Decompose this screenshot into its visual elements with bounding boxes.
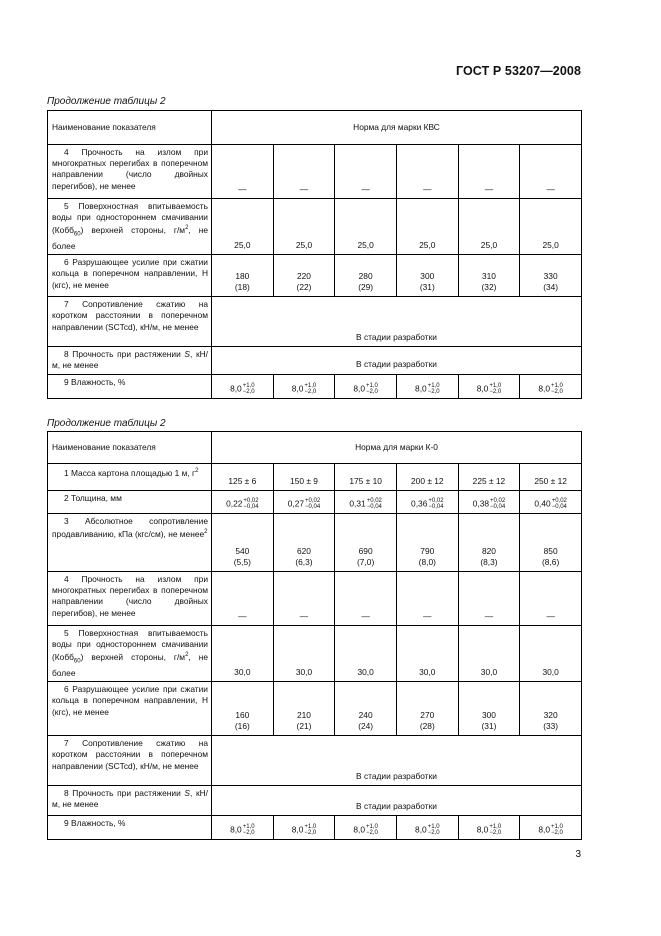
indicator-name-part: ) верхней стороны, г/м bbox=[80, 225, 186, 236]
indicator-name-part: , кН/м, не менее bbox=[52, 349, 208, 371]
tolerance-base: 8,0 bbox=[291, 383, 304, 394]
tolerance-base: 8,0 bbox=[353, 383, 366, 394]
value-cell bbox=[396, 255, 458, 297]
indicator-name-part: 5 Поверхностная впитываемость воды при одностороннем смачивании (Кобб bbox=[52, 201, 208, 236]
value-main: — bbox=[423, 610, 432, 621]
tolerance-base: 8,0 bbox=[476, 824, 489, 835]
table2 bbox=[47, 431, 582, 840]
value-cell bbox=[396, 199, 458, 255]
value-cell bbox=[396, 626, 458, 682]
indicator-name-part: S bbox=[184, 349, 190, 360]
value-cell bbox=[212, 199, 274, 255]
value-main: 820 bbox=[481, 545, 496, 556]
value-kgf: (22) bbox=[296, 282, 312, 293]
value-main: — bbox=[546, 183, 555, 194]
value-main: — bbox=[423, 183, 432, 194]
tolerance-limits bbox=[366, 824, 378, 836]
value-cell bbox=[396, 464, 458, 491]
merged-norm-cell: В стадии разработки bbox=[212, 297, 582, 347]
value-kgf: (31) bbox=[481, 721, 497, 732]
value-cell bbox=[212, 255, 274, 297]
value-kgf: (29) bbox=[358, 282, 374, 293]
value-main: 160 bbox=[235, 709, 250, 720]
tolerance-plus: +1,0 bbox=[242, 382, 255, 389]
value-main: 280 bbox=[358, 270, 373, 281]
value-cell bbox=[335, 491, 397, 514]
tolerance-limits bbox=[489, 383, 501, 395]
value-cell bbox=[396, 572, 458, 626]
tolerance-minus: −0,04 bbox=[243, 504, 259, 510]
value-cell bbox=[458, 199, 520, 255]
tolerance-minus: −0,04 bbox=[428, 504, 444, 510]
value-cell bbox=[212, 374, 274, 398]
tolerance-plus: +1,0 bbox=[551, 382, 563, 389]
table-row bbox=[48, 682, 582, 736]
value-cell bbox=[212, 682, 274, 736]
value-cell bbox=[520, 491, 582, 514]
value-cell bbox=[520, 816, 582, 840]
tolerance-minus: −2,0 bbox=[489, 388, 502, 395]
value-main: 30,0 bbox=[419, 667, 436, 678]
value-cell bbox=[458, 374, 520, 398]
table-row bbox=[48, 297, 582, 347]
value-cell bbox=[520, 255, 582, 297]
tolerance-plus: +1,0 bbox=[551, 824, 563, 831]
indicator-name bbox=[48, 347, 212, 374]
value-main: 850 bbox=[543, 545, 558, 556]
table-row bbox=[48, 626, 582, 682]
value-main: 270 bbox=[420, 709, 435, 720]
value-cell bbox=[396, 491, 458, 514]
tolerance-limits bbox=[367, 498, 382, 510]
tolerance-plus: +1,0 bbox=[489, 382, 502, 389]
tolerance-base: 0,31 bbox=[349, 498, 366, 509]
value-main: — bbox=[361, 183, 370, 194]
tolerance-base: 8,0 bbox=[291, 824, 304, 835]
tolerance-limits bbox=[366, 383, 378, 395]
value-cell bbox=[458, 514, 520, 572]
tolerance-limits bbox=[551, 383, 563, 395]
indicator-name: 6 Разрушающее усилие при сжатии кольца в поперечном направлении, Н (кгс), не менее bbox=[48, 255, 212, 297]
tolerance-limits bbox=[551, 824, 563, 836]
value-cell bbox=[335, 816, 397, 840]
value-main: 30,0 bbox=[357, 667, 374, 678]
tolerance-plus: +1,0 bbox=[304, 382, 317, 389]
indicator-name: 7 Сопротивление сжатию на коротком расстоянии в поперечном направлении (SCTcd), кН/м, не менее bbox=[48, 297, 212, 347]
indicator-name-part: , г bbox=[187, 467, 196, 478]
table-row bbox=[48, 491, 582, 514]
tolerance-minus: −2,0 bbox=[304, 388, 317, 395]
indicator-name-part: 5 Поверхностная впитываемость воды при одностороннем смачивании (Кобб bbox=[52, 628, 208, 663]
value-cell bbox=[396, 682, 458, 736]
value-cell bbox=[458, 464, 520, 491]
indicator-name-part: 3 Абсолютное сопротивление продавливанию, кПа (кгс/см bbox=[52, 516, 208, 539]
tolerance-plus: +0,02 bbox=[305, 498, 321, 504]
tolerance-minus: −2,0 bbox=[427, 388, 440, 395]
value-main: 250 ± 12 bbox=[534, 475, 567, 486]
value-kgf: (32) bbox=[481, 282, 497, 293]
tolerance-limits bbox=[428, 383, 440, 395]
tolerance-limits bbox=[490, 498, 505, 510]
value-main: 30,0 bbox=[542, 667, 559, 678]
document-id: ГОСТ Р 53207—2008 bbox=[455, 64, 581, 78]
indicator-name-part: ) верхней стороны, г/м bbox=[80, 652, 186, 663]
indicator-name-part: , кН/м, не менее bbox=[52, 788, 208, 810]
value-main: 25,0 bbox=[357, 240, 374, 251]
value-main: 300 bbox=[481, 709, 496, 720]
table-row bbox=[48, 145, 582, 199]
value-main: 25,0 bbox=[234, 240, 251, 251]
value-cell bbox=[520, 464, 582, 491]
value-main: — bbox=[299, 183, 309, 194]
value-kgf: (33) bbox=[543, 721, 559, 732]
value-main: — bbox=[361, 610, 370, 621]
value-cell bbox=[520, 145, 582, 199]
table-row bbox=[48, 464, 582, 491]
value-cell bbox=[396, 145, 458, 199]
value-cell bbox=[212, 572, 274, 626]
tolerance-plus: +0,02 bbox=[243, 498, 259, 504]
value-main: 620 bbox=[296, 545, 311, 556]
value-main: — bbox=[238, 610, 247, 621]
value-cell bbox=[520, 514, 582, 572]
value-cell bbox=[335, 374, 397, 398]
indicator-name-part: ), не менее bbox=[160, 529, 205, 539]
tolerance-limits bbox=[243, 383, 255, 395]
value-cell bbox=[396, 374, 458, 398]
value-main: — bbox=[238, 183, 247, 194]
value-cell bbox=[273, 255, 335, 297]
tolerance-plus: +0,02 bbox=[428, 498, 444, 504]
value-main: 690 bbox=[358, 545, 373, 556]
merged-norm-cell: В стадии разработки bbox=[212, 347, 582, 374]
table-row bbox=[48, 816, 582, 840]
tolerance-minus: −2,0 bbox=[366, 388, 378, 395]
indicator-name-part: 60 bbox=[73, 658, 81, 665]
tolerance-minus: −2,0 bbox=[427, 830, 440, 837]
value-kgf: (6,3) bbox=[295, 556, 313, 567]
value-main: 125 ± 6 bbox=[228, 475, 257, 486]
tolerance-minus: −2,0 bbox=[242, 830, 255, 837]
indicator-name-part: S bbox=[184, 788, 190, 799]
value-main: 25,0 bbox=[295, 240, 313, 251]
value-main: 200 ± 12 bbox=[411, 475, 444, 486]
indicator-name: 7 Сопротивление сжатию на коротком расстоянии в поперечном направлении (SCTcd), кН/м, не менее bbox=[48, 736, 212, 786]
tolerance-base: 0,38 bbox=[472, 498, 490, 509]
tolerance-limits bbox=[552, 498, 567, 510]
tolerance-base: 8,0 bbox=[230, 383, 242, 394]
value-cell bbox=[520, 374, 582, 398]
value-main: — bbox=[484, 183, 494, 194]
tolerance-minus: −2,0 bbox=[551, 830, 563, 837]
tolerance-minus: −0,04 bbox=[551, 504, 567, 510]
value-main: 310 bbox=[481, 270, 496, 281]
value-cell bbox=[273, 514, 335, 572]
page-number: 3 bbox=[575, 849, 581, 860]
value-cell bbox=[520, 572, 582, 626]
value-cell bbox=[520, 199, 582, 255]
tolerance-plus: +1,0 bbox=[366, 382, 378, 389]
tolerance-plus: +0,02 bbox=[490, 498, 506, 504]
value-cell bbox=[273, 199, 335, 255]
value-cell bbox=[273, 572, 335, 626]
indicator-name: 4 Прочность на излом при многократных перегибах в поперечном направлении (число двойных перегибов), не менее bbox=[48, 145, 212, 199]
value-cell bbox=[335, 626, 397, 682]
value-main: — bbox=[546, 610, 555, 621]
value-main: 220 bbox=[296, 270, 311, 281]
value-cell bbox=[212, 626, 274, 682]
indicator-name-part: 2 bbox=[185, 652, 189, 659]
value-cell bbox=[458, 626, 520, 682]
tolerance-base: 8,0 bbox=[415, 383, 427, 394]
indicator-name-part: 2 bbox=[195, 468, 199, 474]
value-cell bbox=[273, 145, 335, 199]
tolerance-limits bbox=[243, 498, 258, 510]
tolerance-limits bbox=[428, 498, 443, 510]
indicator-name bbox=[48, 626, 212, 682]
indicator-name: 9 Влажность, % bbox=[48, 816, 212, 840]
value-main: 150 ± 9 bbox=[290, 475, 318, 486]
value-main: 30,0 bbox=[234, 667, 251, 678]
tolerance-minus: −2,0 bbox=[366, 830, 378, 837]
value-main: 300 bbox=[420, 270, 435, 281]
table1-head-name: Наименование показателя bbox=[48, 111, 212, 145]
indicator-name-part: 1 Масса картона площадью 1 м bbox=[64, 467, 188, 478]
value-cell bbox=[335, 682, 397, 736]
tolerance-minus: −2,0 bbox=[304, 830, 317, 837]
tolerance-base: 0,22 bbox=[226, 498, 243, 509]
value-kgf: (5,5) bbox=[233, 556, 251, 567]
tolerance-limits bbox=[489, 824, 501, 836]
indicator-name: 2 Толщина, мм bbox=[48, 491, 212, 514]
value-cell bbox=[458, 816, 520, 840]
indicator-name-part: 8 Прочность при растяжении bbox=[64, 349, 185, 360]
tolerance-plus: +0,02 bbox=[551, 498, 567, 504]
value-cell bbox=[212, 145, 274, 199]
tolerance-minus: −2,0 bbox=[242, 388, 255, 395]
value-cell bbox=[335, 199, 397, 255]
table2-caption: Продолжение таблицы 2 bbox=[47, 418, 166, 429]
value-cell bbox=[212, 491, 274, 514]
tolerance-limits bbox=[305, 498, 320, 510]
value-cell bbox=[396, 816, 458, 840]
value-cell bbox=[335, 572, 397, 626]
value-cell bbox=[212, 514, 274, 572]
tolerance-limits bbox=[428, 824, 440, 836]
value-main: 540 bbox=[235, 545, 250, 556]
value-cell bbox=[273, 626, 335, 682]
value-cell bbox=[458, 491, 520, 514]
value-cell bbox=[273, 374, 335, 398]
indicator-name-part: 60 bbox=[73, 231, 81, 238]
value-cell bbox=[273, 464, 335, 491]
value-main: 25,0 bbox=[542, 240, 559, 251]
table1 bbox=[47, 110, 582, 399]
tolerance-minus: −0,04 bbox=[490, 504, 506, 510]
value-main: 225 ± 12 bbox=[472, 475, 506, 486]
value-kgf: (28) bbox=[419, 721, 435, 732]
tolerance-limits bbox=[304, 383, 316, 395]
indicator-name-part: 2 bbox=[204, 529, 208, 536]
value-main: — bbox=[299, 610, 309, 621]
tolerance-base: 8,0 bbox=[230, 824, 242, 835]
table-row bbox=[48, 736, 582, 786]
indicator-name-part: 8 Прочность при растяжении bbox=[64, 788, 185, 799]
tolerance-minus: −0,04 bbox=[366, 504, 382, 510]
value-kgf: (24) bbox=[358, 721, 374, 732]
indicator-name bbox=[48, 464, 212, 491]
value-kgf: (8,3) bbox=[480, 556, 498, 567]
tolerance-base: 8,0 bbox=[476, 383, 489, 394]
value-main: 30,0 bbox=[295, 667, 313, 678]
value-cell bbox=[212, 464, 274, 491]
value-cell bbox=[273, 491, 335, 514]
value-cell bbox=[335, 464, 397, 491]
table2-head-norm: Норма для марки К-0 bbox=[212, 432, 582, 464]
indicator-name-part: , не более bbox=[52, 225, 208, 252]
value-main: 320 bbox=[543, 709, 558, 720]
value-kgf: (7,0) bbox=[357, 556, 375, 567]
table-row bbox=[48, 347, 582, 374]
tolerance-plus: +1,0 bbox=[304, 824, 317, 831]
tolerance-base: 0,27 bbox=[287, 498, 305, 509]
tolerance-base: 0,36 bbox=[411, 498, 428, 509]
tolerance-plus: +1,0 bbox=[242, 824, 255, 831]
value-cell bbox=[520, 682, 582, 736]
indicator-name bbox=[48, 199, 212, 255]
value-cell bbox=[335, 145, 397, 199]
table1-caption: Продолжение таблицы 2 bbox=[47, 96, 166, 107]
indicator-name: 4 Прочность на излом при многократных перегибах в поперечном направлении (число двойных перегибов), не менее bbox=[48, 572, 212, 626]
tolerance-minus: −2,0 bbox=[489, 830, 502, 837]
table-row bbox=[48, 786, 582, 816]
table-row bbox=[48, 514, 582, 572]
value-cell bbox=[273, 682, 335, 736]
value-main: 330 bbox=[543, 270, 558, 281]
table-row bbox=[48, 255, 582, 297]
indicator-name: 6 Разрушающее усилие при сжатии кольца в поперечном направлении, Н (кгс), не менее bbox=[48, 682, 212, 736]
tolerance-plus: +0,02 bbox=[366, 498, 382, 504]
value-main: 175 ± 10 bbox=[349, 475, 382, 486]
value-kgf: (21) bbox=[296, 721, 312, 732]
value-kgf: (34) bbox=[543, 282, 559, 293]
value-cell bbox=[396, 514, 458, 572]
tolerance-base: 8,0 bbox=[415, 824, 427, 835]
value-main: 180 bbox=[235, 270, 250, 281]
indicator-name-part: , не более bbox=[52, 652, 208, 679]
tolerance-limits bbox=[304, 824, 316, 836]
value-cell bbox=[520, 626, 582, 682]
tolerance-plus: +1,0 bbox=[489, 824, 502, 831]
value-cell bbox=[273, 816, 335, 840]
tolerance-plus: +1,0 bbox=[427, 382, 440, 389]
value-kgf: (8,6) bbox=[542, 556, 560, 567]
tolerance-plus: +1,0 bbox=[366, 824, 378, 831]
value-cell bbox=[458, 255, 520, 297]
table-row bbox=[48, 199, 582, 255]
value-cell bbox=[458, 145, 520, 199]
indicator-name: 9 Влажность, % bbox=[48, 374, 212, 398]
tolerance-base: 8,0 bbox=[538, 383, 551, 394]
merged-norm-cell: В стадии разработки bbox=[212, 786, 582, 816]
value-cell bbox=[458, 682, 520, 736]
indicator-name-part: 2 bbox=[185, 225, 189, 232]
value-cell bbox=[335, 514, 397, 572]
tolerance-limits bbox=[243, 824, 255, 836]
value-main: 240 bbox=[358, 709, 373, 720]
table-row bbox=[48, 572, 582, 626]
merged-norm-cell: В стадии разработки bbox=[212, 736, 582, 786]
value-cell bbox=[458, 572, 520, 626]
indicator-name bbox=[48, 514, 212, 572]
tolerance-base: 8,0 bbox=[538, 824, 551, 835]
value-main: 790 bbox=[420, 545, 435, 556]
value-main: — bbox=[484, 610, 494, 621]
indicator-name bbox=[48, 786, 212, 816]
table-row bbox=[48, 374, 582, 398]
tolerance-plus: +1,0 bbox=[427, 824, 440, 831]
value-kgf: (31) bbox=[419, 282, 435, 293]
tolerance-base: 0,40 bbox=[534, 498, 551, 509]
value-kgf: (16) bbox=[234, 721, 250, 732]
tolerance-minus: −2,0 bbox=[551, 388, 563, 395]
value-main: 25,0 bbox=[419, 240, 436, 251]
value-kgf: (8,0) bbox=[418, 556, 436, 567]
tolerance-minus: −0,04 bbox=[305, 504, 321, 510]
table2-head-name: Наименование показателя bbox=[48, 432, 212, 464]
value-main: 30,0 bbox=[480, 667, 498, 678]
value-cell bbox=[335, 255, 397, 297]
value-main: 25,0 bbox=[480, 240, 498, 251]
value-cell bbox=[212, 816, 274, 840]
tolerance-base: 8,0 bbox=[353, 824, 366, 835]
table1-head-norm: Норма для марки КВС bbox=[212, 111, 582, 145]
value-kgf: (18) bbox=[234, 282, 250, 293]
value-main: 210 bbox=[296, 709, 311, 720]
